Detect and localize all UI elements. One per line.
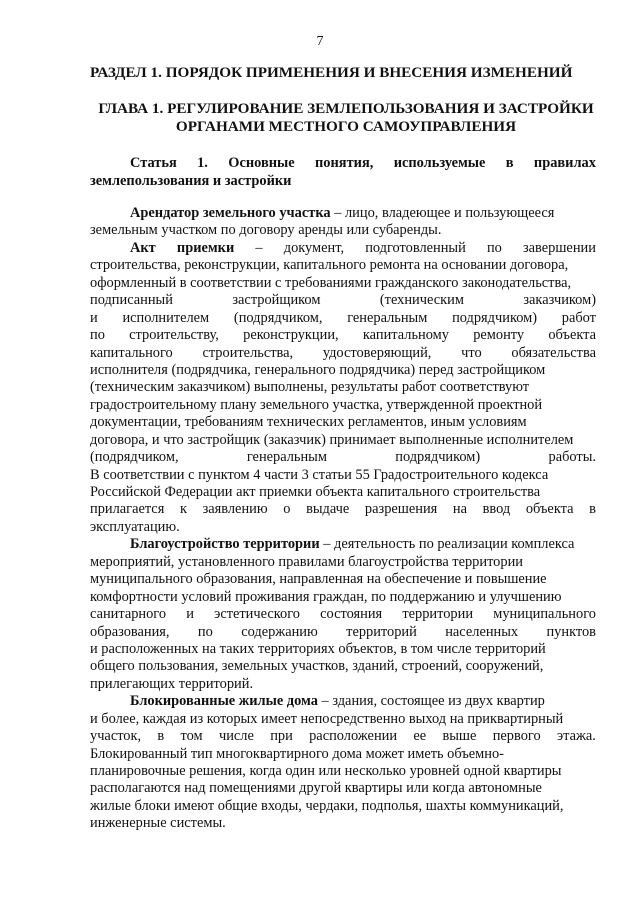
- text-word: пунктов: [546, 623, 596, 640]
- text-word: состояния: [320, 606, 383, 623]
- definition-paragraph: [90, 693, 596, 710]
- text-word: ремонту: [473, 327, 525, 344]
- text-word: том: [180, 728, 203, 745]
- text-line: В соответствии с пунктом 4 части 3 статьи 55 Градостроительного кодекса: [90, 466, 549, 483]
- text-line: эксплуатацию.: [90, 518, 180, 535]
- text-word: по: [90, 327, 105, 344]
- text-word: подготовленный: [365, 239, 466, 256]
- text-word: числе: [218, 728, 254, 745]
- definition-term-word: Акт: [130, 239, 156, 256]
- text-line: жилые блоки имеют общие входы, чердаки, подполья, шахты коммуникаций,: [90, 797, 564, 814]
- text-word: при: [270, 728, 293, 745]
- text-word: (техническим: [379, 292, 464, 309]
- text-word: образования,: [90, 623, 170, 640]
- text-line: и более, каждая из которых имеет непосредственно выход на приквартирный: [90, 710, 564, 727]
- text-line: планировочные решения, когда один или несколько уровней одной квартиры: [90, 763, 562, 779]
- text-word: и: [90, 309, 98, 326]
- text-line: (техническим заказчиком) выполнены, результаты работ соответствуют: [90, 379, 530, 396]
- text-word: разрешения: [364, 501, 438, 518]
- definition-text: – деятельность по реализации комплекса: [319, 536, 575, 553]
- text-line: Российской Федерации акт приемки объекта капитального строительства: [90, 484, 541, 500]
- text-word: в: [589, 501, 596, 518]
- text-word: муниципального: [493, 606, 596, 623]
- text-word: заявлению: [202, 501, 268, 518]
- text-word: эстетического: [214, 606, 300, 623]
- definition-term-line: [90, 240, 596, 257]
- text-word: –: [255, 239, 263, 256]
- text-word: подписанный: [90, 292, 173, 309]
- text-word: строительства,: [202, 344, 294, 361]
- text-word: содержанию: [241, 623, 318, 640]
- page-number: 7: [316, 34, 324, 49]
- chapter-title-line-2: ОРГАНАМИ МЕСТНОГО САМОУПРАВЛЕНИЯ: [175, 118, 517, 135]
- text-line: [90, 310, 596, 327]
- text-word: Основные: [228, 155, 295, 171]
- section-title: РАЗДЕЛ 1. ПОРЯДОК ПРИМЕНЕНИЯ И ВНЕСЕНИЯ ИЗМЕНЕНИЙ: [90, 64, 573, 81]
- text-word: застройщиком: [232, 292, 321, 309]
- text-word: участок,: [90, 728, 142, 745]
- text-word: генеральным: [347, 309, 428, 326]
- text-word: реконструкции,: [243, 327, 339, 344]
- definition-paragraph: [90, 205, 596, 222]
- text-line: и расположенных на таких территориях объектов, в том числе территорий: [90, 640, 546, 657]
- definition-text: – лицо, владеющее и пользующееся: [330, 205, 555, 221]
- text-word: выше: [442, 728, 477, 745]
- text-line: Блокированный тип многоквартирного дома может иметь объемно-: [90, 745, 504, 762]
- text-word: используемые: [393, 155, 486, 171]
- article-heading-line-1: [90, 155, 596, 173]
- text-line: располагаются над помещениями другой квартиры или когда автономные: [90, 780, 542, 797]
- chapter-title-line-1: ГЛАВА 1. РЕГУЛИРОВАНИЕ ЗЕМЛЕПОЛЬЗОВАНИЯ И ЗАСТРОЙКИ: [98, 100, 594, 117]
- text-word: заказчиком): [523, 292, 596, 309]
- text-word: исполнителем: [122, 309, 210, 326]
- text-word: работ: [561, 309, 596, 326]
- text-word: понятия,: [315, 155, 374, 171]
- definition-term: Благоустройство территории: [130, 536, 320, 553]
- text-word: правилах: [533, 155, 596, 171]
- text-line: [90, 728, 596, 745]
- definition-paragraph: [90, 536, 596, 553]
- text-word: обязательства: [511, 344, 596, 361]
- text-line: прилегающих территорий.: [90, 675, 254, 692]
- text-line: оформленный в соответствии с требованиями гражданского законодательства,: [90, 274, 572, 291]
- definition-term: Арендатор земельного участка: [130, 205, 331, 221]
- text-word: капитальному: [362, 327, 449, 344]
- text-line: документации, требованиям технических регламентов, иным условиям: [90, 414, 527, 431]
- text-word: по: [486, 239, 502, 256]
- text-line: земельным участком по договору аренды или субаренды.: [90, 222, 442, 239]
- text-word: объекта: [548, 327, 596, 344]
- text-word: завершении: [522, 239, 596, 256]
- text-line: [90, 606, 596, 623]
- text-word: населенных: [445, 623, 519, 640]
- text-word: санитарного: [90, 606, 167, 623]
- text-word: Статья: [130, 155, 177, 171]
- text-word: подрядчиком): [395, 449, 481, 466]
- text-word: 1.: [197, 155, 208, 171]
- text-word: территорий: [346, 623, 417, 640]
- text-line: муниципального образования, направленная на обеспечение и повышение: [90, 571, 547, 588]
- text-word: в: [157, 728, 165, 745]
- text-word: ее: [413, 728, 427, 745]
- text-word: подрядчиком): [452, 309, 538, 326]
- text-word: и: [186, 606, 194, 623]
- text-word: прилагается: [90, 501, 165, 518]
- text-line: [90, 501, 596, 518]
- text-word: объекта: [525, 501, 574, 518]
- text-word: (подрядчиком,: [233, 309, 323, 326]
- definition-term-word: приемки: [176, 239, 235, 256]
- text-line: [90, 449, 596, 466]
- definition-term: Блокированные жилые дома: [130, 693, 318, 710]
- text-word: документ,: [283, 239, 345, 256]
- text-word: территории: [402, 606, 474, 623]
- article-heading: [90, 155, 596, 190]
- text-line: [90, 327, 596, 344]
- text-word: первого: [492, 728, 541, 745]
- text-word: что: [461, 344, 482, 361]
- text-line: [90, 624, 596, 641]
- text-line: исполнителя (подрядчика, генерального подрядчика) перед застройщиком: [90, 361, 546, 378]
- text-word: этажа.: [556, 728, 596, 745]
- text-word: удостоверяющий,: [322, 344, 432, 361]
- text-word: генеральным: [246, 449, 327, 466]
- text-line: договора, и что застройщик (заказчик) принимает выполненные исполнителем: [90, 431, 574, 448]
- text-line: [90, 345, 596, 362]
- definition-text: – здания, состоящее из двух квартир: [317, 693, 545, 710]
- definitions-body: [90, 205, 596, 833]
- text-word: работы.: [548, 449, 596, 466]
- text-word: (подрядчиком,: [90, 449, 179, 466]
- text-word: к: [179, 501, 187, 518]
- text-word: расположении: [309, 728, 398, 745]
- text-word: капитального: [90, 344, 173, 361]
- text-word: на: [452, 501, 467, 518]
- text-line: строительства, реконструкции, капитального ремонта на основании договора,: [90, 257, 569, 274]
- text-word: ввод: [482, 501, 511, 518]
- text-word: выдаче: [306, 501, 350, 518]
- text-line: общего пользования, земельных участков, зданий, строений, сооружений,: [90, 658, 544, 675]
- text-line: мероприятий, установленного правилами благоустройства территории: [90, 553, 523, 570]
- article-heading-line-2: землепользования и застройки: [90, 172, 292, 189]
- text-word: по: [197, 623, 213, 640]
- chapter-title: [90, 100, 602, 136]
- text-line: [90, 292, 596, 309]
- text-word: строительству,: [129, 327, 219, 344]
- text-line: комфортности условий проживания граждан, по поддержанию и улучшению: [90, 588, 562, 605]
- text-word: о: [283, 501, 291, 518]
- text-line: инженерные системы.: [90, 815, 226, 832]
- text-word: в: [505, 155, 514, 171]
- text-line: градостроительному плану земельного участка, утвержденной проектной: [90, 396, 543, 413]
